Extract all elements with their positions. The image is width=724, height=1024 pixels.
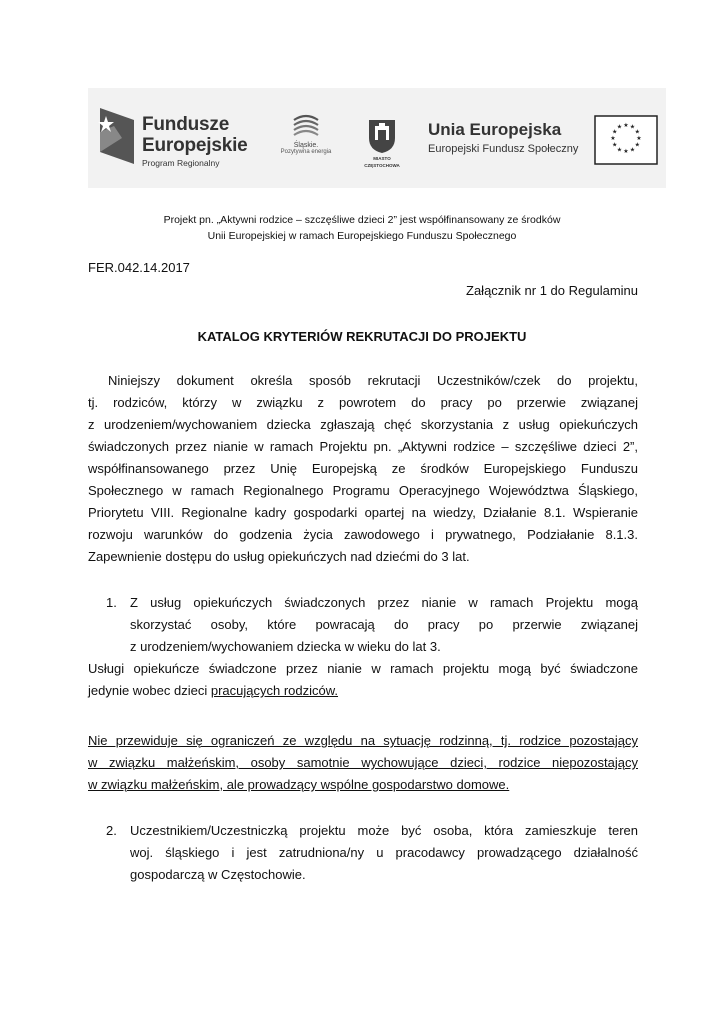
slaskie-tagline: Pozytywna energia (280, 149, 332, 155)
svg-text:★: ★ (610, 135, 616, 142)
item2-number: 2. (106, 823, 117, 838)
svg-text:★: ★ (612, 128, 618, 136)
czestochowa-logo (360, 118, 404, 176)
slaskie-name: Śląskie. (293, 142, 319, 149)
project-header-line1: Projekt pn. „Aktywni rodzice – szczęśliwe dzieci 2” jest współfinansowany ze środków (163, 214, 561, 226)
item1-line: Z usług opiekuńczych świadczonych przez nianie w ramach Projektu mogą (130, 595, 638, 610)
intro-line: rozwoju warunków do godzenia życia zawodowego i prywatnego, Podziałanie 8.1.3. (88, 527, 638, 542)
attachment-label: Załącznik nr 1 do Regulaminu (466, 283, 638, 298)
nolimit-line: w związku małżeńskim, ale prowadzący wspólne gospodarstwo domowe. (88, 777, 510, 792)
intro-line: Społecznego w ramach Regionalnego Programu Operacyjnego Województwa Śląskiego, (88, 483, 638, 498)
unia-europejska-label (428, 120, 578, 155)
svg-text:★: ★ (629, 123, 636, 131)
slaskie-wave-icon (290, 112, 322, 140)
svg-text:★: ★ (634, 128, 640, 136)
city-label-line2: CZĘSTOCHOWA (364, 163, 400, 168)
eu-flag-icon (594, 115, 658, 165)
intro-line: współfinansowanego przez Unię Europejską ze środków Europejskiego Funduszu (88, 461, 638, 476)
document-title: KATALOG KRYTERIÓW REKRUTACJI DO PROJEKTU (197, 329, 527, 344)
svg-text:★: ★ (612, 141, 618, 149)
intro-line: z urodzeniem/wychowaniem dziecka zgłaszają chęć skorzystania z usług opiekuńczych (88, 417, 638, 432)
fundusze-europejskie-logo (92, 102, 248, 172)
item1-number: 1. (106, 595, 117, 610)
slaskie-logo (274, 112, 338, 172)
working-parents-emphasis: pracujących rodziców. (210, 683, 339, 698)
item2-line: Uczestnikiem/Uczestniczką projektu może być osoba, która zamieszkuje teren (130, 823, 638, 838)
fe-name-line2: Europejskie (142, 135, 248, 156)
logo-band (88, 88, 666, 188)
fe-program-label: Program Regionalny (142, 158, 220, 168)
svg-text:★: ★ (623, 148, 629, 155)
city-crest-icon (367, 118, 397, 154)
svg-text:★: ★ (623, 122, 629, 129)
intro-line: Niniejszy dokument określa sposób rekrutacji Uczestników/czek do projektu, (108, 373, 638, 388)
project-header-line2: Unii Europejskiej w ramach Europejskiego Funduszu Społecznego (207, 230, 517, 242)
svg-text:★: ★ (634, 141, 640, 149)
svg-text:★: ★ (616, 123, 623, 131)
svg-text:★: ★ (636, 135, 642, 142)
item1-line: z urodzeniem/wychowaniem dziecka w wieku do lat 3. (130, 639, 441, 654)
ue-fund-name: Europejski Fundusz Społeczny (428, 143, 579, 155)
intro-line: Zapewnienie dostępu do usług opiekuńczych nad dziećmi do 3 lat. (88, 549, 470, 564)
ue-name: Unia Europejska (428, 120, 562, 139)
nolimit-line: Nie przewiduje się ograniczeń ze względu na sytuację rodzinną, tj. rodzice pozostający (88, 733, 638, 748)
services-line: Usługi opiekuńcze świadczone przez nianie w ramach projektu mogą być świadczone (88, 661, 638, 676)
svg-text:★: ★ (616, 146, 623, 154)
svg-text:★: ★ (629, 146, 636, 154)
star-emblem-icon (92, 102, 138, 172)
intro-line: świadczonych przez nianie w ramach Projektu pn. „Aktywni rodzice – szczęśliwe dzieci 2”, (88, 439, 638, 454)
city-label-line1: MIASTO (373, 156, 391, 161)
intro-line: tj. rodziców, którzy w związku z powrotem do pracy po przerwie związanej (88, 395, 638, 410)
nolimit-line: w związku małżeńskim, osoby samotnie wychowujące dzieci, rodzice niepozostający (88, 755, 638, 770)
document-reference: FER.042.14.2017 (88, 260, 190, 275)
fe-name-line1: Fundusze (142, 114, 230, 135)
item2-line: gospodarczą w Częstochowie. (130, 867, 306, 882)
item1-line: skorzystać osoby, które powracają do pracy po przerwie związanej (130, 617, 638, 632)
services-line (88, 680, 338, 702)
services-text: jedynie wobec dzieci (88, 683, 211, 698)
intro-line: Priorytetu VIII. Regionalne kadry gospodarki opartej na wiedzy, Działanie 8.1. Wspieranie (88, 505, 638, 520)
item2-line: woj. śląskiego i jest zatrudniona/ny u pracodawcy prowadzącego działalność (130, 845, 638, 860)
